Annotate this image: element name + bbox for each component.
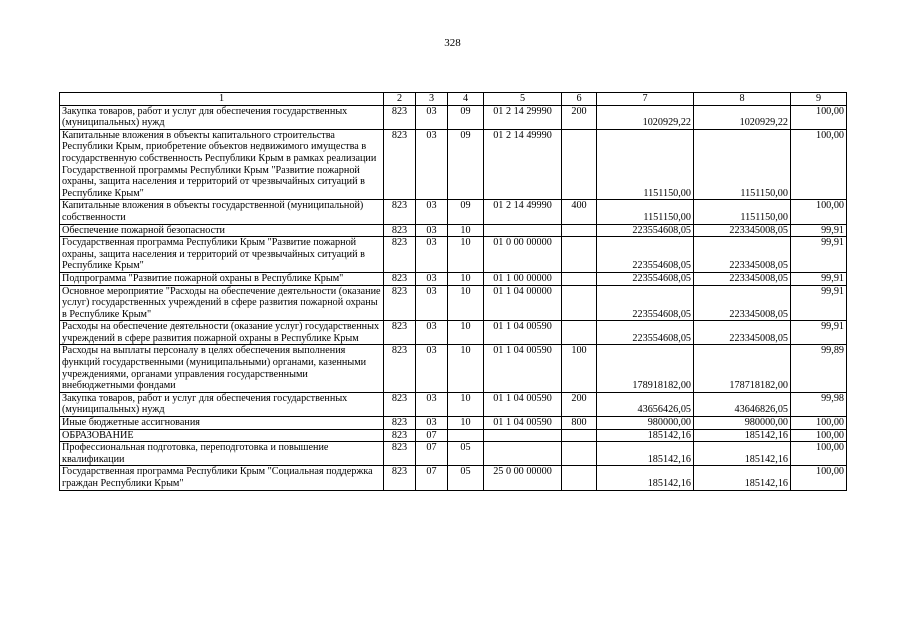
expense-name-cell: Государственная программа Республики Крым "Социальная поддержка граждан Республики Крым" — [60, 466, 384, 490]
target-item-cell: 01 1 04 00590 — [484, 417, 562, 430]
ministry-code-cell: 823 — [384, 392, 416, 416]
expense-type-cell — [562, 321, 597, 345]
planned-amount-cell: 1020929,22 — [597, 105, 694, 129]
subsection-code-cell: 10 — [448, 321, 484, 345]
planned-amount-cell: 185142,16 — [597, 429, 694, 442]
section-code-cell: 03 — [416, 237, 448, 273]
table-row — [60, 429, 847, 442]
expense-name-cell: Закупка товаров, работ и услуг для обеспечения государственных (муниципальных) нужд — [60, 105, 384, 129]
executed-amount-cell: 185142,16 — [694, 466, 791, 490]
execution-percent-cell: 99,91 — [791, 272, 847, 285]
header-cell: 8 — [694, 93, 791, 106]
expense-type-cell — [562, 237, 597, 273]
header-cell: 6 — [562, 93, 597, 106]
expense-name-cell: Государственная программа Республики Крым "Развитие пожарной охраны, защита населения и территорий от чрезвычайных ситуаций в Республике Крым" — [60, 237, 384, 273]
expense-name-cell: Подпрограмма "Развитие пожарной охраны в Республике Крым" — [60, 272, 384, 285]
table-row — [60, 129, 847, 200]
executed-amount-cell: 185142,16 — [694, 429, 791, 442]
expense-type-cell — [562, 272, 597, 285]
executed-amount-cell: 223345008,05 — [694, 285, 791, 321]
expense-type-cell — [562, 429, 597, 442]
ministry-code-cell: 823 — [384, 429, 416, 442]
ministry-code-cell: 823 — [384, 200, 416, 224]
planned-amount-cell: 1151150,00 — [597, 200, 694, 224]
table-row — [60, 466, 847, 490]
table-row — [60, 345, 847, 392]
subsection-code-cell: 10 — [448, 417, 484, 430]
section-code-cell: 07 — [416, 442, 448, 466]
table-row — [60, 417, 847, 430]
expense-name-cell: Расходы на обеспечение деятельности (оказание услуг) государственных учреждений в сфере развития пожарной охраны в Республике Крым — [60, 321, 384, 345]
expense-name-cell: Капитальные вложения в объекты государственной (муниципальной) собственности — [60, 200, 384, 224]
header-cell: 3 — [416, 93, 448, 106]
execution-percent-cell: 100,00 — [791, 466, 847, 490]
planned-amount-cell: 223554608,05 — [597, 272, 694, 285]
header-cell: 1 — [60, 93, 384, 106]
target-item-cell: 01 2 14 49990 — [484, 129, 562, 200]
expense-type-cell — [562, 285, 597, 321]
ministry-code-cell: 823 — [384, 129, 416, 200]
subsection-code-cell: 05 — [448, 466, 484, 490]
section-code-cell: 03 — [416, 417, 448, 430]
execution-percent-cell: 99,91 — [791, 285, 847, 321]
expense-type-cell: 800 — [562, 417, 597, 430]
table-row — [60, 285, 847, 321]
target-item-cell: 01 0 00 00000 — [484, 237, 562, 273]
subsection-code-cell: 10 — [448, 285, 484, 321]
subsection-code-cell: 10 — [448, 272, 484, 285]
ministry-code-cell: 823 — [384, 345, 416, 392]
table-row — [60, 200, 847, 224]
expense-name-cell: Профессиональная подготовка, переподготовка и повышение квалификации — [60, 442, 384, 466]
expense-name-cell: Иные бюджетные ассигнования — [60, 417, 384, 430]
expense-name-cell: Расходы на выплаты персоналу в целях обеспечения выполнения функций государственными (муниципальными) органами, казенными учреждениями, органами управления государственными внебюджетными фондами — [60, 345, 384, 392]
execution-percent-cell: 99,98 — [791, 392, 847, 416]
target-item-cell — [484, 224, 562, 237]
planned-amount-cell: 223554608,05 — [597, 321, 694, 345]
execution-percent-cell: 100,00 — [791, 417, 847, 430]
subsection-code-cell: 10 — [448, 392, 484, 416]
subsection-code-cell: 10 — [448, 224, 484, 237]
ministry-code-cell: 823 — [384, 442, 416, 466]
planned-amount-cell: 185142,16 — [597, 442, 694, 466]
header-cell: 9 — [791, 93, 847, 106]
planned-amount-cell: 223554608,05 — [597, 285, 694, 321]
section-code-cell: 07 — [416, 466, 448, 490]
table-row — [60, 392, 847, 416]
execution-percent-cell: 100,00 — [791, 129, 847, 200]
executed-amount-cell: 223345008,05 — [694, 224, 791, 237]
table-row — [60, 442, 847, 466]
planned-amount-cell: 980000,00 — [597, 417, 694, 430]
expense-type-cell — [562, 466, 597, 490]
expense-type-cell — [562, 129, 597, 200]
section-code-cell: 03 — [416, 285, 448, 321]
target-item-cell: 01 1 04 00000 — [484, 285, 562, 321]
target-item-cell: 01 2 14 49990 — [484, 200, 562, 224]
section-code-cell: 03 — [416, 392, 448, 416]
ministry-code-cell: 823 — [384, 321, 416, 345]
target-item-cell: 01 1 04 00590 — [484, 321, 562, 345]
executed-amount-cell: 1020929,22 — [694, 105, 791, 129]
subsection-code-cell: 09 — [448, 200, 484, 224]
header-cell: 2 — [384, 93, 416, 106]
table-row — [60, 272, 847, 285]
table-row — [60, 224, 847, 237]
executed-amount-cell: 1151150,00 — [694, 200, 791, 224]
execution-percent-cell: 100,00 — [791, 429, 847, 442]
expense-name-cell: Обеспечение пожарной безопасности — [60, 224, 384, 237]
ministry-code-cell: 823 — [384, 417, 416, 430]
expense-name-cell: ОБРАЗОВАНИЕ — [60, 429, 384, 442]
execution-percent-cell: 100,00 — [791, 105, 847, 129]
planned-amount-cell: 43656426,05 — [597, 392, 694, 416]
subsection-code-cell: 09 — [448, 129, 484, 200]
header-cell: 7 — [597, 93, 694, 106]
execution-percent-cell: 99,91 — [791, 224, 847, 237]
planned-amount-cell: 223554608,05 — [597, 224, 694, 237]
executed-amount-cell: 223345008,05 — [694, 321, 791, 345]
subsection-code-cell: 05 — [448, 442, 484, 466]
section-code-cell: 03 — [416, 200, 448, 224]
table-row — [60, 237, 847, 273]
section-code-cell: 03 — [416, 129, 448, 200]
executed-amount-cell: 223345008,05 — [694, 237, 791, 273]
expense-type-cell — [562, 442, 597, 466]
subsection-code-cell: 10 — [448, 237, 484, 273]
section-code-cell: 03 — [416, 272, 448, 285]
planned-amount-cell: 223554608,05 — [597, 237, 694, 273]
expense-name-cell: Основное мероприятие "Расходы на обеспечение деятельности (оказание услуг) государственных учреждений в сфере развития пожарной охраны в Республике Крым" — [60, 285, 384, 321]
ministry-code-cell: 823 — [384, 105, 416, 129]
header-cell: 5 — [484, 93, 562, 106]
expense-name-cell: Капитальные вложения в объекты капитального строительства Республики Крым, приобретение объектов недвижимого имущества в государственную собственность Республики Крым в рамках реализации Государственной программы Республики Крым "Развитие пожарной охраны, защита населения и территорий от чрезвычайных ситуаций в Республике Крым" — [60, 129, 384, 200]
target-item-cell — [484, 442, 562, 466]
execution-percent-cell: 99,91 — [791, 237, 847, 273]
executed-amount-cell: 43646826,05 — [694, 392, 791, 416]
target-item-cell — [484, 429, 562, 442]
target-item-cell: 01 1 04 00590 — [484, 392, 562, 416]
planned-amount-cell: 1151150,00 — [597, 129, 694, 200]
section-code-cell: 03 — [416, 321, 448, 345]
executed-amount-cell: 185142,16 — [694, 442, 791, 466]
page-number: 328 — [444, 37, 461, 49]
section-code-cell: 03 — [416, 345, 448, 392]
target-item-cell: 01 1 04 00590 — [484, 345, 562, 392]
table-row — [60, 321, 847, 345]
target-item-cell: 01 2 14 29990 — [484, 105, 562, 129]
subsection-code-cell — [448, 429, 484, 442]
subsection-code-cell: 09 — [448, 105, 484, 129]
section-code-cell: 03 — [416, 105, 448, 129]
ministry-code-cell: 823 — [384, 466, 416, 490]
execution-percent-cell: 99,89 — [791, 345, 847, 392]
table-row — [60, 105, 847, 129]
target-item-cell: 01 1 00 00000 — [484, 272, 562, 285]
executed-amount-cell: 223345008,05 — [694, 272, 791, 285]
executed-amount-cell: 178718182,00 — [694, 345, 791, 392]
expense-type-cell — [562, 224, 597, 237]
header-row — [60, 93, 847, 106]
expense-type-cell: 400 — [562, 200, 597, 224]
section-code-cell: 07 — [416, 429, 448, 442]
ministry-code-cell: 823 — [384, 224, 416, 237]
ministry-code-cell: 823 — [384, 237, 416, 273]
planned-amount-cell: 178918182,00 — [597, 345, 694, 392]
ministry-code-cell: 823 — [384, 272, 416, 285]
execution-percent-cell: 100,00 — [791, 442, 847, 466]
expense-name-cell: Закупка товаров, работ и услуг для обеспечения государственных (муниципальных) нужд — [60, 392, 384, 416]
expense-type-cell: 200 — [562, 392, 597, 416]
section-code-cell: 03 — [416, 224, 448, 237]
subsection-code-cell: 10 — [448, 345, 484, 392]
executed-amount-cell: 1151150,00 — [694, 129, 791, 200]
expense-type-cell: 100 — [562, 345, 597, 392]
budget-table — [59, 92, 847, 491]
ministry-code-cell: 823 — [384, 285, 416, 321]
executed-amount-cell: 980000,00 — [694, 417, 791, 430]
execution-percent-cell: 99,91 — [791, 321, 847, 345]
expense-type-cell: 200 — [562, 105, 597, 129]
planned-amount-cell: 185142,16 — [597, 466, 694, 490]
target-item-cell: 25 0 00 00000 — [484, 466, 562, 490]
header-cell: 4 — [448, 93, 484, 106]
execution-percent-cell: 100,00 — [791, 200, 847, 224]
